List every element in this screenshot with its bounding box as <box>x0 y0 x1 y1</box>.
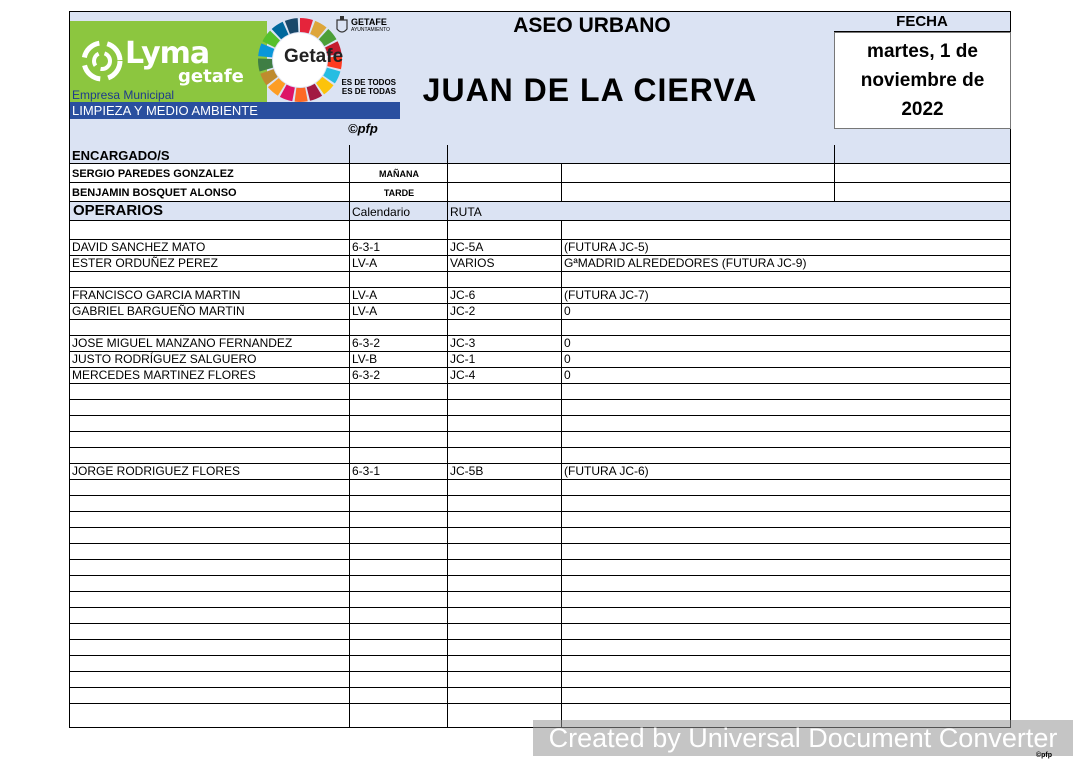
division-banner: LIMPIEZA Y MEDIO AMBIENTE <box>70 102 400 119</box>
encargado-row <box>70 164 1010 183</box>
operario-cal: 6-3-2 <box>352 336 381 350</box>
table-row <box>70 512 1010 528</box>
calendario-header: Calendario <box>352 205 411 219</box>
encargado-shift: TARDE <box>383 188 415 198</box>
table-row <box>70 544 1010 560</box>
operario-obs: 0 <box>564 304 571 318</box>
table-row <box>70 688 1010 704</box>
center-title: JUAN DE LA CIERVA <box>422 72 758 108</box>
operario-obs: 0 <box>564 352 571 366</box>
date-label: FECHA <box>834 13 1010 32</box>
date-value <box>834 32 1011 129</box>
operario-ruta: JC-3 <box>450 336 476 350</box>
table-row <box>70 656 1010 672</box>
operario-ruta: JC-2 <box>450 304 476 318</box>
table-row <box>70 272 1010 288</box>
lyma-swirl-icon <box>80 39 124 83</box>
table-row <box>70 672 1010 688</box>
operario-name: JUSTO RODRÍGUEZ SALGUERO <box>72 352 257 366</box>
operario-name: JOSE MIGUEL MANZANO FERNANDEZ <box>72 336 293 350</box>
table-row <box>70 288 1010 304</box>
table-row <box>70 221 1010 240</box>
table-row <box>70 400 1010 416</box>
operario-cal: LV-A <box>352 288 378 302</box>
table-row <box>70 592 1010 608</box>
slogan-line-1: ES DE TODOS <box>341 78 396 87</box>
empresa-label: Empresa Municipal <box>72 88 175 102</box>
lyma-wordmark: Lyma <box>125 36 210 71</box>
operario-name: JORGE RODRIGUEZ FLORES <box>72 464 241 478</box>
table-row <box>70 528 1010 544</box>
table-row <box>70 496 1010 512</box>
operario-cal: 6-3-1 <box>352 464 381 478</box>
table-row <box>70 256 1010 272</box>
table-row <box>70 576 1010 592</box>
operario-obs: (FUTURA JC-5) <box>564 240 649 254</box>
operario-cal: 6-3-2 <box>352 368 381 382</box>
ruta-header: RUTA <box>450 205 482 219</box>
table-row <box>70 608 1010 624</box>
encargado-name: SERGIO PAREDES GONZALEZ <box>72 168 234 180</box>
operario-cal: LV-B <box>352 352 378 366</box>
slogan-line-2: ES DE TODAS <box>341 87 396 96</box>
getafe-shield-icon <box>336 16 348 36</box>
service-title: ASEO URBANO <box>513 14 671 37</box>
table-row <box>70 464 1010 480</box>
operario-obs: (FUTURA JC-6) <box>564 464 649 478</box>
operario-cal: 6-3-1 <box>352 240 381 254</box>
operario-ruta: VARIOS <box>450 256 495 270</box>
date-line-1: martes, 1 de <box>867 41 978 62</box>
table-row <box>70 304 1010 320</box>
table-row <box>70 352 1010 368</box>
operario-obs: 0 <box>564 368 571 382</box>
table-row <box>70 432 1010 448</box>
operario-obs: 0 <box>564 336 571 350</box>
operario-obs: (FUTURA JC-7) <box>564 288 649 302</box>
table-row <box>70 560 1010 576</box>
operario-ruta: JC-5A <box>450 240 484 254</box>
operarios-title: OPERARIOS <box>73 202 164 219</box>
operario-name: GABRIEL BARGUEÑO MARTIN <box>72 304 245 318</box>
table-row <box>70 624 1010 640</box>
getafe-ayto-name: GETAFE <box>351 17 387 27</box>
date-line-3: 2022 <box>901 99 944 120</box>
footer-copyright: ©pfp <box>1036 752 1053 759</box>
table-row <box>70 240 1010 256</box>
operario-cal: LV-A <box>352 304 378 318</box>
getafe-logo-text: Getafe <box>284 46 344 67</box>
operarios-header-row <box>70 202 1010 221</box>
ayuntamiento-label: AYUNTAMIENTO <box>351 27 390 33</box>
planilla-sheet <box>69 11 1011 728</box>
operario-name: MERCEDES MARTINEZ FLORES <box>72 368 256 382</box>
encargado-shift: MAÑANA <box>379 169 419 179</box>
operario-ruta: JC-5B <box>450 464 484 478</box>
encargado-name: BENJAMIN BOSQUET ALONSO <box>72 187 237 199</box>
operario-name: FRANCISCO GARCIA MARTIN <box>72 288 241 302</box>
table-row <box>70 416 1010 432</box>
operario-name: DAVID SANCHEZ MATO <box>72 240 206 254</box>
operario-cal: LV-A <box>352 256 378 270</box>
operario-obs: GªMADRID ALREDEDORES (FUTURA JC-9) <box>564 256 807 270</box>
operario-ruta: JC-4 <box>450 368 476 382</box>
table-row <box>70 320 1010 336</box>
table-row <box>70 448 1010 464</box>
slogan <box>334 78 396 96</box>
table-row <box>70 480 1010 496</box>
operario-ruta: JC-1 <box>450 352 476 366</box>
lyma-city: getafe <box>178 66 244 87</box>
table-row <box>70 640 1010 656</box>
encargados-header-row <box>70 145 1010 164</box>
operario-name: ESTER ORDUÑEZ PEREZ <box>72 256 219 270</box>
table-row <box>70 336 1010 352</box>
header-area <box>70 12 1010 146</box>
header-copyright: ©pfp <box>348 121 378 136</box>
operario-ruta: JC-6 <box>450 288 476 302</box>
table-row <box>70 384 1010 400</box>
table-row <box>70 368 1010 384</box>
encargados-title: ENCARGADO/S <box>72 148 170 163</box>
date-line-2: noviembre de <box>860 70 985 91</box>
encargado-row <box>70 183 1010 202</box>
converter-watermark: Created by Universal Document Converter <box>533 720 1073 756</box>
